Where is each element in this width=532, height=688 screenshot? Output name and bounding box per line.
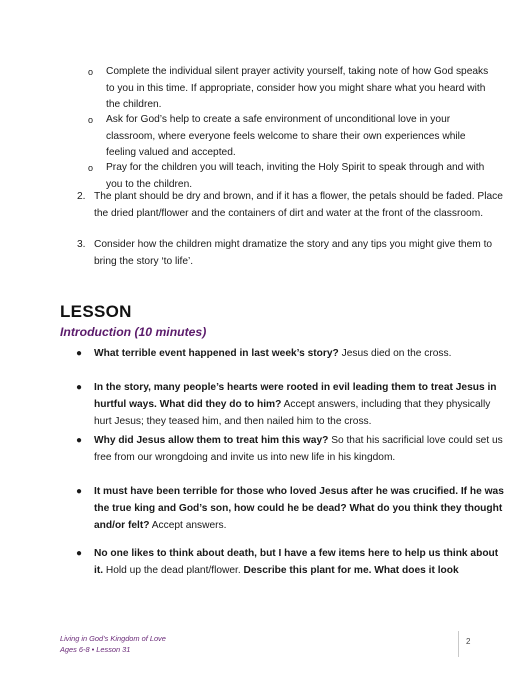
lesson-bullet-hearts-rooted <box>76 379 504 430</box>
sub-bullet-marker: o <box>88 163 94 173</box>
prep-step-3 <box>77 237 504 270</box>
bullet-question: No one likes to think about death, but I have a few items here to help us think about it. <box>94 548 499 576</box>
step-text: Consider how the children might dramatize the story and any tips you might give them to bring the story ‘to life’. <box>94 239 493 267</box>
lesson-bullet-terrible-event <box>76 345 504 362</box>
bullet-instruction: Hold up the dead plant/flower. <box>103 565 244 576</box>
step-number: 3. <box>77 239 86 250</box>
bullet-answer: Accept answers. <box>149 520 227 531</box>
bullet-answer: So that his sacrificial love could set us free from our wrongdoing and invite us into new life in his kingdom. <box>94 435 503 463</box>
bullet-question: Why did Jesus allow them to treat him this way? <box>94 435 329 446</box>
sub-bullet-marker: o <box>88 115 94 125</box>
subitem-text: Ask for God’s help to create a safe environment of unconditional love in your classroom, where everyone feels welcome to share their own experiences while feeling valued and accepted. <box>106 114 466 158</box>
bullet-marker: ● <box>76 486 83 497</box>
bullet-answer: Accept answers, including that they physically hurt Jesus; they teased him, and then nailed him to the cross. <box>94 399 491 427</box>
lesson-bullet-terrible-crucified <box>76 483 504 534</box>
bullet-marker: ● <box>76 548 83 559</box>
introduction-heading: Introduction (10 minutes) <box>60 325 207 339</box>
bullet-marker: ● <box>76 348 83 359</box>
bullet-marker: ● <box>76 435 83 446</box>
prep-subitem-prayer-activity <box>88 64 496 114</box>
lesson-heading: LESSON <box>60 302 132 321</box>
step-number: 2. <box>77 191 86 202</box>
bullet-question: What terrible event happened in last week’s story? <box>94 348 339 359</box>
subitem-text: Complete the individual silent prayer activity yourself, taking note of how God speaks to you in this time. If appropriate, consider how you might share what you heard with the children. <box>106 66 489 110</box>
prep-step-2 <box>77 189 504 222</box>
sub-bullet-marker: o <box>88 67 94 77</box>
footer-subtitle: Ages 6-8 • Lesson 31 <box>60 645 131 654</box>
footer-divider <box>458 631 459 657</box>
bullet-answer: Jesus died on the cross. <box>338 348 452 359</box>
page-number: 2 <box>466 637 471 646</box>
lesson-bullet-why-allow <box>76 432 504 466</box>
bullet-marker: ● <box>76 382 83 393</box>
prep-subitem-safe-environment <box>88 112 496 162</box>
footer-title: Living in God’s Kingdom of Love <box>60 634 166 643</box>
step-text: The plant should be dry and brown, and if it has a flower, the petals should be faded. Place the dried plant/flower and the containers of dirt and water at the front of the classroom. <box>94 191 503 219</box>
bullet-question-continued: Describe this plant for me. What does it look <box>243 565 459 576</box>
bullet-question: It must have been terrible for those who loved Jesus after he was crucified. If he was the true king and God’s son, how could he be dead? What do you think they thought and/or felt? <box>94 486 504 531</box>
lesson-bullet-death <box>76 545 504 579</box>
subitem-text: Pray for the children you will teach, inviting the Holy Spirit to speak through and with you to the children. <box>106 162 485 190</box>
bullet-question: In the story, many people’s hearts were rooted in evil leading them to treat Jesus in hurtful ways. What did they do to him? <box>94 382 497 410</box>
